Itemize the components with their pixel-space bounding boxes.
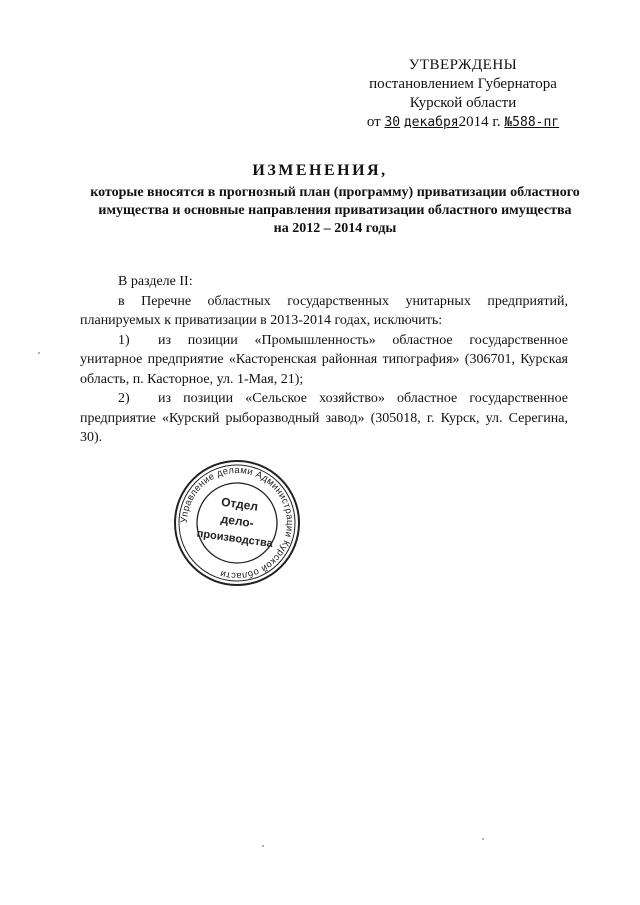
document-body [80, 272, 568, 448]
approval-heading: УТВЕРЖДЕНЫ [408, 57, 518, 73]
scan-speck [262, 845, 264, 847]
list-item-text: из позиции «Промышленность» областное государственное унитарное предприятие «Касторенская районная типография» (306701, Курская область, п. Касторное, ул. 1-Мая, 21); [80, 332, 568, 387]
scan-speck [38, 352, 40, 354]
stamp-center-line2: дело- [219, 511, 255, 531]
list-item [80, 331, 568, 390]
approval-line-region: Курской области [409, 95, 517, 111]
date-prefix: от [366, 114, 381, 130]
section-heading: В разделе II: [118, 274, 193, 289]
official-stamp [172, 458, 302, 588]
approval-date-line [348, 113, 578, 132]
intro-paragraph: в Перечне областных государственных унитарных предприятий, планируемых к приватизации в 2013-2014 годах, исключить: [80, 293, 568, 328]
list-item [80, 389, 568, 448]
list-item-number: 1) [118, 332, 130, 348]
list-item-number: 2) [118, 391, 130, 406]
scan-speck [482, 838, 484, 840]
stamp-center-line1: Отдел [220, 494, 259, 514]
document-title: ИЗМЕНЕНИЯ, [252, 162, 388, 179]
stamp-center-line3: производства [196, 527, 274, 551]
approval-block [348, 56, 578, 132]
stamp-ring-text: Управление делами Администрации Курской области [178, 464, 296, 582]
date-day: 30 [384, 115, 401, 130]
date-year: 2014 г. [458, 114, 501, 130]
date-month: декабря [403, 115, 459, 130]
decree-number: №588-пг [504, 115, 560, 130]
document-subtitle: которые вносятся в прогнозный план (программу) приватизации областного имущества и основные направления приватизации областного имущества на 2012 – 2014 годы [90, 185, 580, 236]
list-item-text: из позиции «Сельское хозяйство» областное государственное предприятие «Курский рыборазводный завод» (305018, г. Курск, ул. Серегина, 30). [80, 391, 568, 445]
approval-line-decree: постановлением Губернатора [369, 76, 557, 92]
